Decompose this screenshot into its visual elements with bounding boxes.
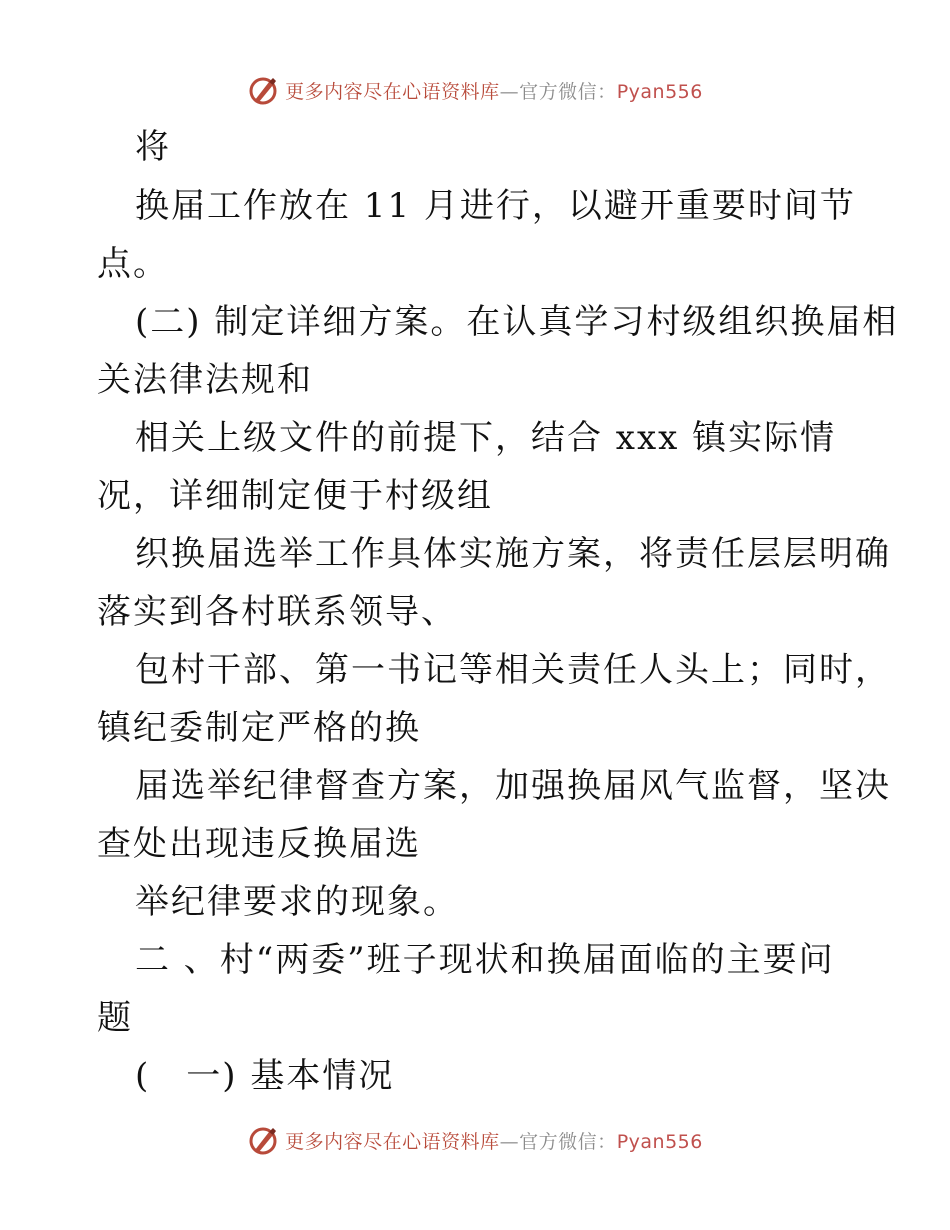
text-line: 包村干部、第一书记等相关责任人头上；同时，	[135, 650, 891, 690]
banner-brand: 更多内容尽在心语资料库	[285, 1130, 500, 1153]
text-line: ( 一) 基本情况	[135, 1056, 395, 1096]
text-line: 织换届选举工作具体实施方案，将责任层层明确	[135, 534, 891, 574]
banner-separator: —	[499, 1130, 520, 1153]
text-line: 换届工作放在 11 月进行，以避开重要时间节	[135, 186, 856, 226]
banner-text	[285, 77, 703, 104]
text-line: 相关上级文件的前提下，结合 xxx 镇实际情	[135, 418, 837, 458]
text-line: 点。	[97, 244, 169, 284]
text-line: 举纪律要求的现象。	[135, 882, 459, 922]
banner-brand: 更多内容尽在心语资料库	[285, 80, 500, 103]
text-line: 关法律法规和	[97, 360, 313, 400]
pen-logo-icon	[247, 74, 279, 106]
text-line: 查处出现违反换届选	[97, 824, 421, 864]
text-line: 况，详细制定便于村级组	[97, 476, 493, 516]
text-line: (二) 制定详细方案。在认真学习村级组织换届相	[135, 302, 899, 342]
text-line: 落实到各村联系领导、	[97, 592, 457, 632]
banner-account: Pyan556	[616, 80, 703, 103]
banner-label: 官方微信：	[519, 1130, 617, 1153]
banner-label: 官方微信：	[519, 80, 617, 103]
text-line: 题	[97, 998, 133, 1038]
header-banner	[0, 70, 950, 110]
banner-separator: —	[499, 80, 520, 103]
banner-account: Pyan556	[616, 1130, 703, 1153]
banner-text	[285, 1127, 703, 1154]
text-line: 将	[135, 127, 171, 167]
text-line: 镇纪委制定严格的换	[97, 708, 421, 748]
pen-logo-icon	[247, 1124, 279, 1156]
text-line: 届选举纪律督查方案，加强换届风气监督，坚决	[135, 766, 891, 806]
text-line: 二 、村“两委”班子现状和换届面临的主要问	[135, 940, 835, 980]
footer-banner	[0, 1120, 950, 1160]
